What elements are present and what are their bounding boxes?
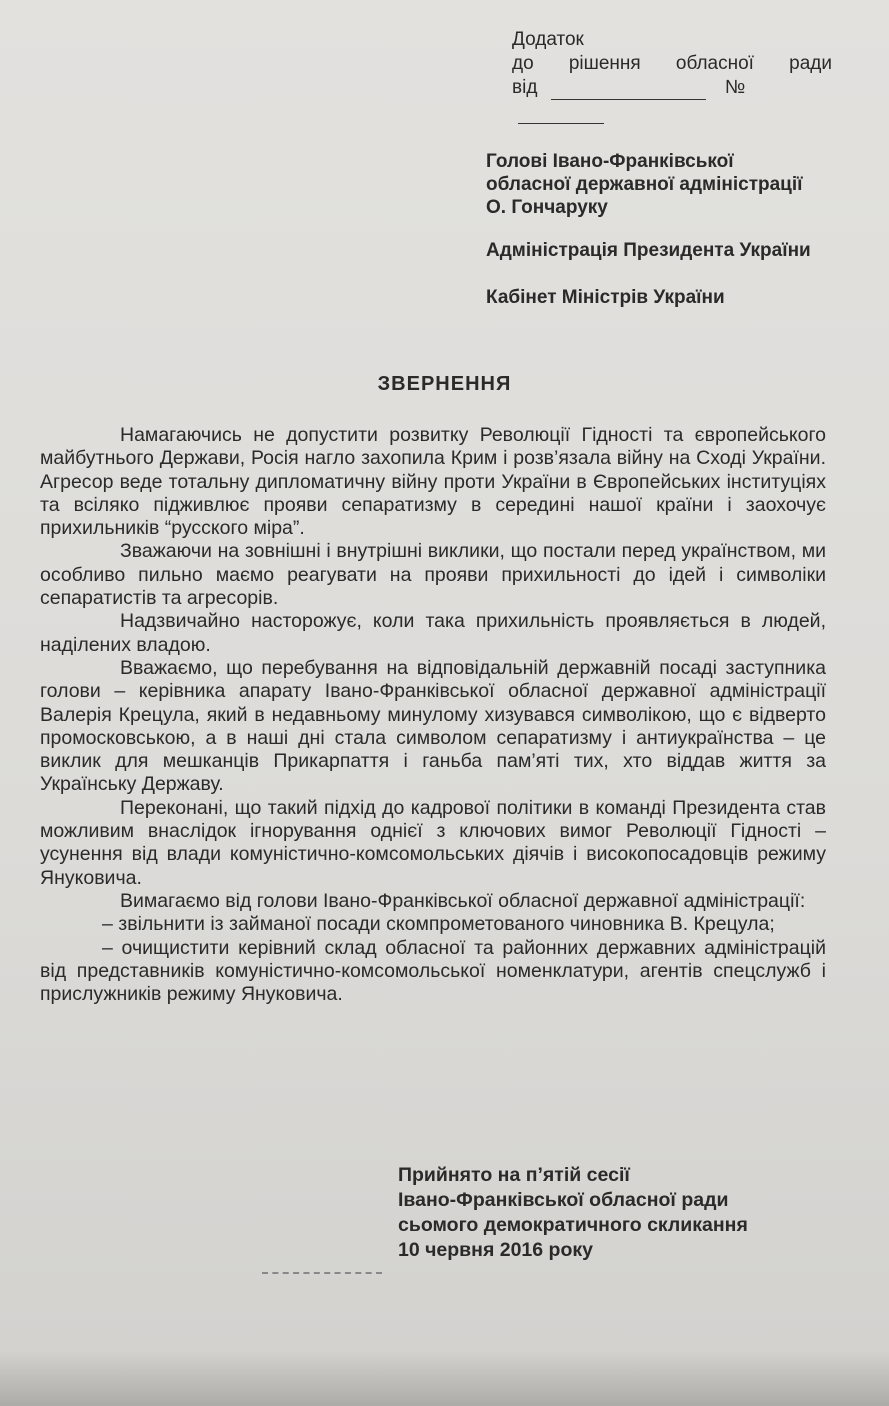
- faint-dash-marks: [262, 1272, 382, 1274]
- annex-council: ради: [789, 53, 832, 74]
- annex-number-sign: №: [724, 77, 746, 98]
- adoption-note: [398, 1163, 798, 1263]
- paragraph: Вимагаємо від голови Івано-Франківської обласної державної адміністрації:: [120, 889, 806, 912]
- annex-date-number-line: [512, 76, 832, 124]
- paragraph: Зважаючи на зовнішні і внутрішні виклики, що постали перед українством, ми особливо пильно маємо реагувати на прояви прихильності до ідей і символіки сепаратистів та агресорів.: [40, 540, 826, 610]
- adoption-line: Івано-Франківської обласної ради: [398, 1189, 729, 1211]
- demand-item: – очищистити керівний склад обласної та районних державних адміністрацій від представників комуністично-комсомольської номенклатури, агентів спецслужб і прислужників режиму Януковича.: [40, 936, 826, 1006]
- annex-header: [512, 28, 832, 124]
- addressee-governor-line: обласної державної адміністрації: [486, 174, 803, 195]
- annex-decision: рішення: [568, 53, 641, 74]
- adoption-line: Прийнято на п’ятій сесії: [398, 1164, 630, 1186]
- addressee-cabinet: Кабінет Міністрів України: [486, 287, 725, 308]
- annex-regional: обласної: [675, 53, 754, 74]
- annex-from: від: [512, 77, 538, 98]
- paragraph: Намагаючись не допустити розвитку Революції Гідності та європейського майбутнього Держави, Росія нагло захопила Крим і розв’язала війну на Сході України. Агресор веде тотальну дипломатичну війну проти України в Європейських інституціях та всіляко підживлює прояви сепаратизму в середині нашої країни і заохочує прихильників “русского міра”.: [40, 424, 826, 540]
- addressee-presidential-admin: Адміністрація Президента України: [486, 240, 811, 261]
- paragraph: Надзвичайно насторожує, коли така прихильність проявляється в людей, наділених владою.: [40, 610, 826, 656]
- adoption-date: 10 червня 2016 року: [398, 1239, 593, 1261]
- demand-item: – звільнити із займаної посади скомпрометованого чиновника В. Крецула;: [102, 913, 775, 936]
- page-shadow: [0, 1350, 889, 1406]
- adoption-line: сьомого демократичного скликання: [398, 1214, 748, 1236]
- paragraph: Переконані, що такий підхід до кадрової політики в команді Президента став можливим внаслідок ігнорування однієї з ключових вимог Революції Гідності – усунення від влади комуністично-комсомольських діячів і високопосадовців режиму Януковича.: [40, 796, 826, 889]
- annex-decision-line: [512, 52, 832, 76]
- addressees: [486, 150, 846, 329]
- number-blank: [518, 105, 604, 124]
- date-blank: [551, 81, 706, 100]
- addressee-governor: [486, 150, 846, 219]
- annex-to: до: [512, 53, 534, 74]
- annex-label: Додаток: [512, 29, 584, 50]
- paragraph: Вважаємо, що перебування на відповідальній державній посаді заступника голови – керівника апарату Івано-Франківської обласної державної адміністрації Валерія Крецула, який в недавньому минулому хизувався символікою, що є відверто промосковською, а в наші дні стала символом сепаратизму і антиукраїнства – це виклик для мешканців Прикарпаття і ганьба пам’яті тих, хто віддав життя за Українську Державу.: [40, 656, 826, 796]
- document-body: [40, 424, 826, 1006]
- document-title: ЗВЕРНЕННЯ: [377, 373, 512, 395]
- addressee-governor-line: Голові Івано-Франківської: [486, 151, 734, 172]
- addressee-governor-line: О. Гончаруку: [486, 197, 608, 218]
